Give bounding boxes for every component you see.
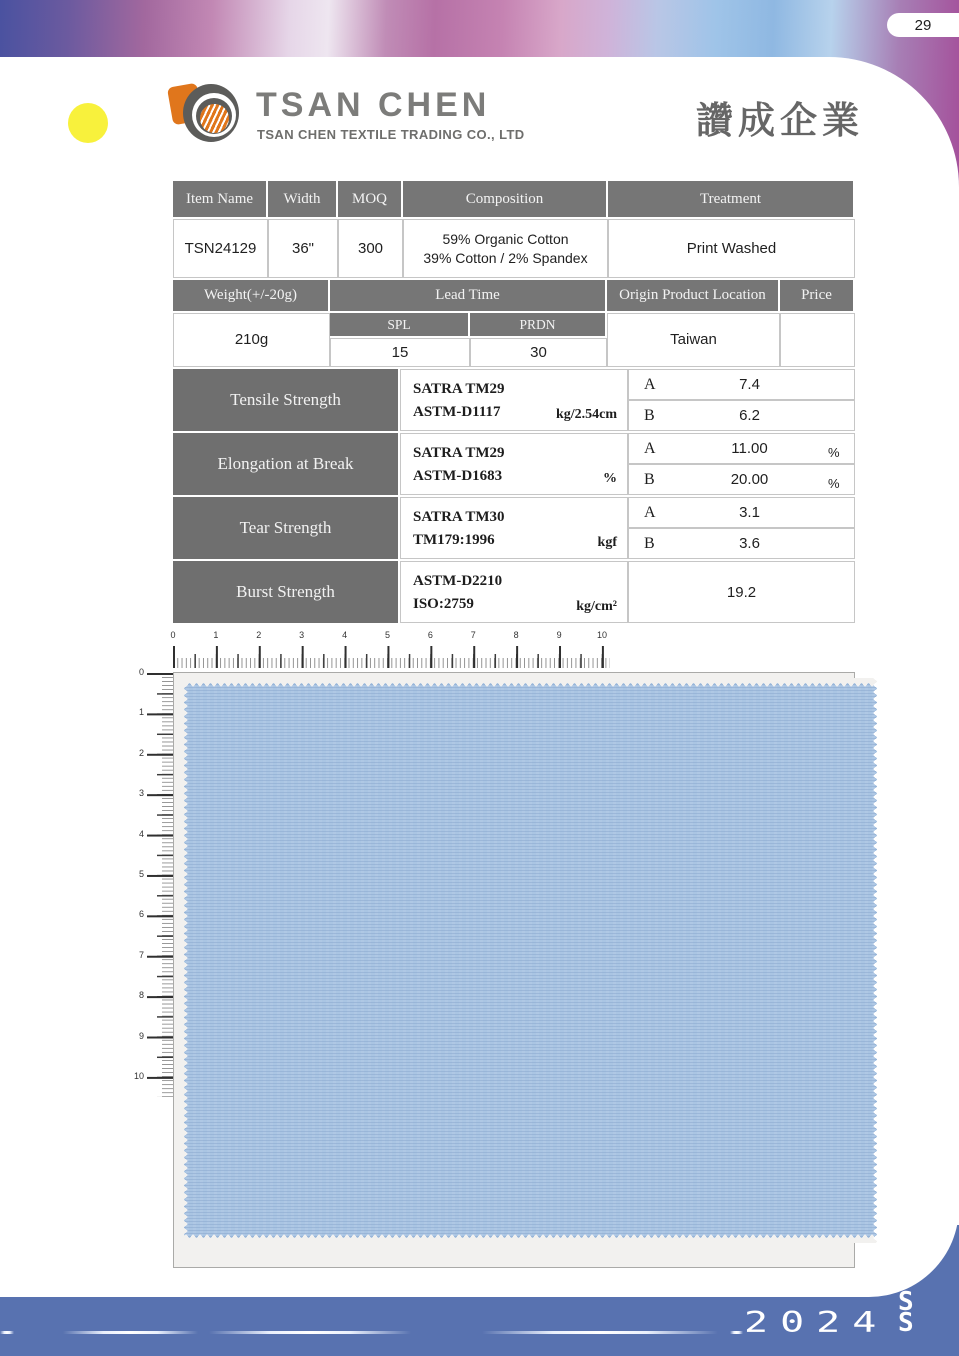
v-ruler-label: 2 xyxy=(138,747,144,758)
v-ruler-label: 9 xyxy=(138,1030,144,1041)
test-method xyxy=(400,433,628,495)
h-ruler-label: 7 xyxy=(470,630,476,640)
page-number-badge xyxy=(887,13,959,37)
test-result-single: 19.2 xyxy=(628,561,855,623)
result-b-unit: % xyxy=(828,476,840,491)
result-b-label: B xyxy=(644,470,655,488)
yellow-dot-icon xyxy=(68,103,108,143)
test-method-line2: ASTM-D1117 xyxy=(413,404,501,420)
v-ruler-label: 5 xyxy=(138,869,144,879)
result-a-value: 3.1 xyxy=(739,504,760,521)
brand-subtitle: TSAN CHEN TEXTILE TRADING CO., LTD xyxy=(257,127,525,142)
test-results-table xyxy=(173,369,855,625)
result-b-value: 3.6 xyxy=(739,535,760,552)
footer-year: 2024 xyxy=(744,1306,889,1340)
logo-globe-icon xyxy=(200,104,229,133)
company-name-cjk: 讚成企業 xyxy=(696,99,864,142)
test-result-a xyxy=(628,369,855,400)
season-logo-top: S xyxy=(898,1287,914,1317)
value-composition xyxy=(403,219,608,278)
test-row-tensile xyxy=(173,369,855,431)
test-method-line1: SATRA TM29 xyxy=(413,445,505,461)
header-origin: Origin Product Location xyxy=(607,280,780,313)
h-ruler-label: 4 xyxy=(342,630,348,640)
test-row-tear xyxy=(173,497,855,559)
result-a-label: A xyxy=(644,503,656,521)
value-width: 36" xyxy=(268,219,338,278)
value-treatment: Print Washed xyxy=(608,219,855,278)
horizontal-ruler-labels xyxy=(170,630,610,644)
test-result-b xyxy=(628,400,855,431)
composition-line2: 39% Cotton / 2% Spandex xyxy=(423,249,588,266)
test-result-b xyxy=(628,464,855,495)
footer-dash-line xyxy=(0,1331,14,1334)
v-ruler-label: 4 xyxy=(138,828,144,839)
v-ruler-label: 8 xyxy=(138,990,144,1001)
test-method-line2: ASTM-D1683 xyxy=(413,468,503,484)
result-a-label: A xyxy=(644,439,656,457)
fabric-swatch-image xyxy=(179,678,882,1243)
spec-table-row2 xyxy=(173,280,855,367)
v-ruler-label: 7 xyxy=(138,949,144,960)
footer-dash-line xyxy=(209,1331,411,1334)
h-ruler-label: 1 xyxy=(213,630,219,640)
footer-dash-line xyxy=(63,1331,198,1334)
spec-table-row1 xyxy=(173,181,855,278)
result-a-label: A xyxy=(644,375,656,393)
test-unit: kg/cm² xyxy=(576,599,617,614)
result-a-unit xyxy=(828,524,854,527)
test-method xyxy=(400,497,628,559)
h-ruler-label: 5 xyxy=(384,630,391,640)
v-ruler-label: 0 xyxy=(138,667,144,677)
test-method xyxy=(400,369,628,431)
value-spl: 15 xyxy=(330,338,470,367)
test-result-b xyxy=(628,528,855,559)
v-ruler-label: 3 xyxy=(138,788,144,799)
value-item-name: TSN24129 xyxy=(173,219,268,278)
value-prdn: 30 xyxy=(470,338,607,367)
test-row-elongation xyxy=(173,433,855,495)
test-unit: % xyxy=(603,471,617,486)
test-method-line2: ISO:2759 xyxy=(413,596,474,612)
composition-line1: 59% Organic Cotton xyxy=(442,231,569,248)
test-method-line1: ASTM-D2210 xyxy=(413,573,503,589)
h-ruler-label: 3 xyxy=(299,630,305,640)
test-name: Burst Strength xyxy=(173,561,400,623)
season-logo-icon xyxy=(898,1287,914,1339)
header-width: Width xyxy=(268,181,338,219)
h-ruler-label: 0 xyxy=(170,630,176,640)
season-logo-bottom: S xyxy=(898,1308,914,1339)
result-b-label: B xyxy=(644,534,655,552)
brand-logo-icon xyxy=(168,82,252,148)
result-b-value: 20.00 xyxy=(730,471,769,488)
fabric-swatch-frame xyxy=(173,672,855,1268)
test-unit: kgf xyxy=(597,535,617,550)
footer-dash-line xyxy=(730,1331,743,1334)
value-price xyxy=(780,313,855,367)
result-b-unit xyxy=(828,555,854,558)
value-weight: 210g xyxy=(173,313,330,367)
test-method-line1: SATRA TM29 xyxy=(413,381,505,397)
result-b-label: B xyxy=(644,406,655,424)
fabric-pinked-edge-left xyxy=(179,678,188,1243)
test-name: Tensile Strength xyxy=(173,369,400,431)
header-weight: Weight(+/-20g) xyxy=(173,280,330,313)
fabric-pinked-edge-top xyxy=(179,678,882,687)
fabric-pinked-edge-right xyxy=(873,678,882,1243)
header-spl: SPL xyxy=(330,313,470,338)
result-a-value: 7.4 xyxy=(739,376,760,393)
v-ruler-label: 6 xyxy=(138,909,144,920)
v-ruler-label: 10 xyxy=(133,1071,144,1081)
result-b-value: 6.2 xyxy=(739,407,760,424)
test-row-burst xyxy=(173,561,855,623)
test-name: Tear Strength xyxy=(173,497,400,559)
h-ruler-label: 10 xyxy=(596,630,608,640)
fabric-pinked-edge-bottom xyxy=(179,1234,882,1243)
header-price: Price xyxy=(780,280,855,313)
h-ruler-label: 6 xyxy=(427,630,433,640)
test-method-line2: TM179:1996 xyxy=(413,532,495,548)
vertical-ruler-ticks xyxy=(147,673,173,1097)
page-number: 29 xyxy=(914,16,932,34)
h-ruler-label: 2 xyxy=(256,630,262,640)
value-origin: Taiwan xyxy=(607,313,780,367)
header-composition: Composition xyxy=(403,181,608,219)
header-lead-time: Lead Time xyxy=(330,280,607,313)
result-b-unit xyxy=(828,427,854,430)
header-item-name: Item Name xyxy=(173,181,268,219)
result-a-value: 11.00 xyxy=(731,440,768,457)
test-result-a xyxy=(628,433,855,464)
result-a-unit: % xyxy=(828,445,840,460)
footer-dash-line xyxy=(482,1331,718,1334)
h-ruler-label: 8 xyxy=(513,630,519,640)
test-name: Elongation at Break xyxy=(173,433,400,495)
h-ruler-label: 9 xyxy=(556,630,562,640)
horizontal-ruler-ticks xyxy=(173,646,610,668)
brand-name: TSAN CHEN xyxy=(256,86,491,124)
header-prdn: PRDN xyxy=(470,313,607,338)
test-result-a xyxy=(628,497,855,528)
v-ruler-label: 1 xyxy=(138,707,144,718)
result-a-unit xyxy=(828,396,854,399)
header-treatment: Treatment xyxy=(608,181,855,219)
vertical-ruler-labels xyxy=(126,667,144,1097)
value-moq: 300 xyxy=(338,219,403,278)
test-unit: kg/2.54cm xyxy=(555,407,617,422)
test-method xyxy=(400,561,628,623)
test-method-line1: SATRA TM30 xyxy=(413,509,505,525)
header-moq: MOQ xyxy=(338,181,403,219)
